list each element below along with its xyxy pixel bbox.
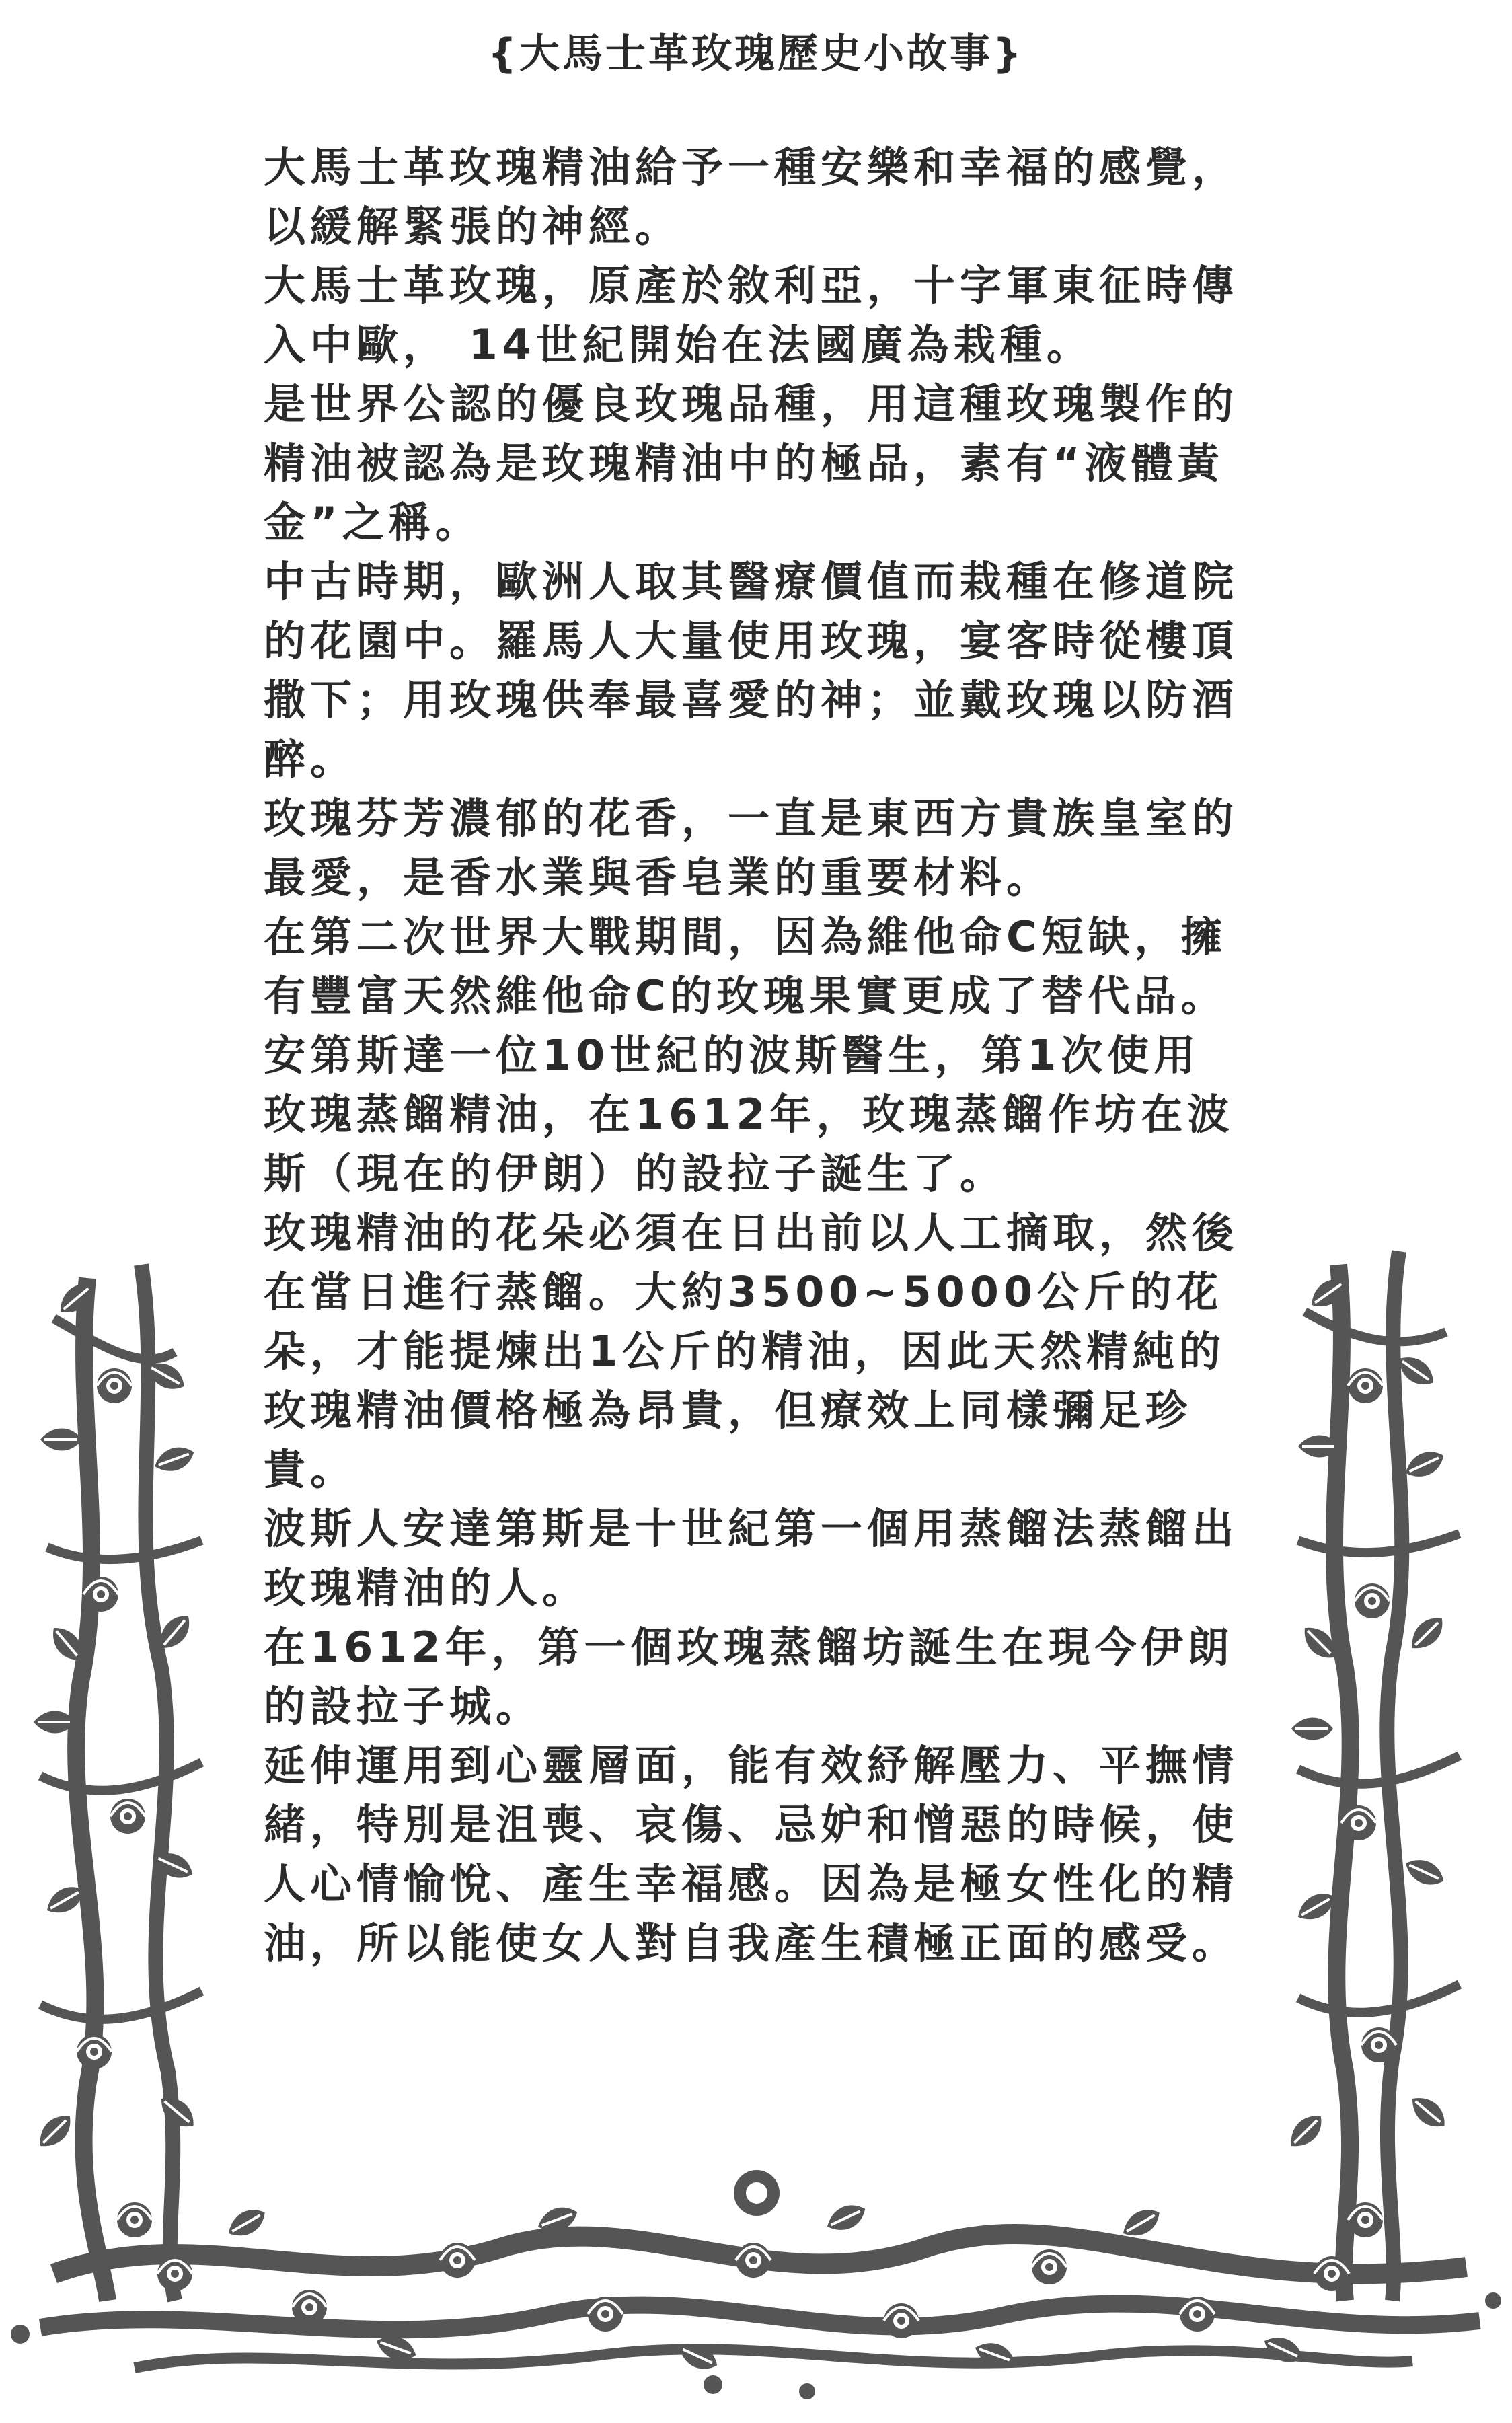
bottom-floral-garland xyxy=(11,2170,1501,2399)
paragraph-5: 玫瑰芬芳濃郁的花香，一直是東西方貴族皇室的最愛，是香水業與香皂業的重要材料。 xyxy=(264,794,1239,902)
paragraph-9: 波斯人安達第斯是十世紀第一個用蒸餾法蒸餾出玫瑰精油的人。 xyxy=(264,1504,1239,1612)
right-vine-column xyxy=(1283,1251,1460,2301)
paragraph-4: 中古時期，歐洲人取其醫療價值而栽種在修道院的花園中。羅馬人大量使用玫瑰，宴客時從樓頂撒下；用玫瑰供奉最喜愛的神；並戴玫瑰以防酒醉。 xyxy=(264,557,1239,784)
paragraph-3: 是世界公認的優良玫瑰品種，用這種玫瑰製作的精油被認為是玫瑰精油中的極品，素有“液體黃金”之稱。 xyxy=(264,379,1239,547)
page-title: {大馬士革玫瑰歷史小故事} xyxy=(488,30,1024,77)
paragraph-8: 玫瑰精油的花朵必須在日出前以人工摘取，然後在當日進行蒸餾。大約3500~5000公斤的花朵，才能提煉出1公斤的精油，因此天然精純的玫瑰精油價格極為昂貴，但療效上同樣彌足珍貴。 xyxy=(264,1208,1239,1494)
story-body xyxy=(264,138,1246,1973)
paragraph-2: 大馬士革玫瑰，原產於敘利亞，十字軍東征時傳入中歐， 14世紀開始在法國廣為栽種。 xyxy=(264,261,1239,369)
paragraph-1: 大馬士革玫瑰精油給予一種安樂和幸福的感覺，以緩解緊張的神經。 xyxy=(264,143,1239,251)
left-vine-column xyxy=(32,1265,202,2301)
paragraph-6: 在第二次世界大戰期間，因為維他命C短缺，擁有豐富天然維他命C的玫瑰果實更成了替代品。 xyxy=(264,912,1227,1020)
paragraph-10: 在1612年，第一個玫瑰蒸餾坊誕生在現今伊朗的設拉子城。 xyxy=(264,1623,1234,1731)
paragraph-7: 安第斯達一位10世紀的波斯醫生，第1次使用玫瑰蒸餾精油，在1612年，玫瑰蒸餾作坊在波斯（現在的伊朗）的設拉子誕生了。 xyxy=(264,1031,1234,1198)
paragraph-11: 延伸運用到心靈層面，能有效紓解壓力、平撫情緒，特別是沮喪、哀傷、忌妒和憎惡的時候，使人心情愉悅、產生幸福感。因為是極女性化的精油，所以能使女人對自我產生積極正面的感受。 xyxy=(264,1741,1239,1968)
